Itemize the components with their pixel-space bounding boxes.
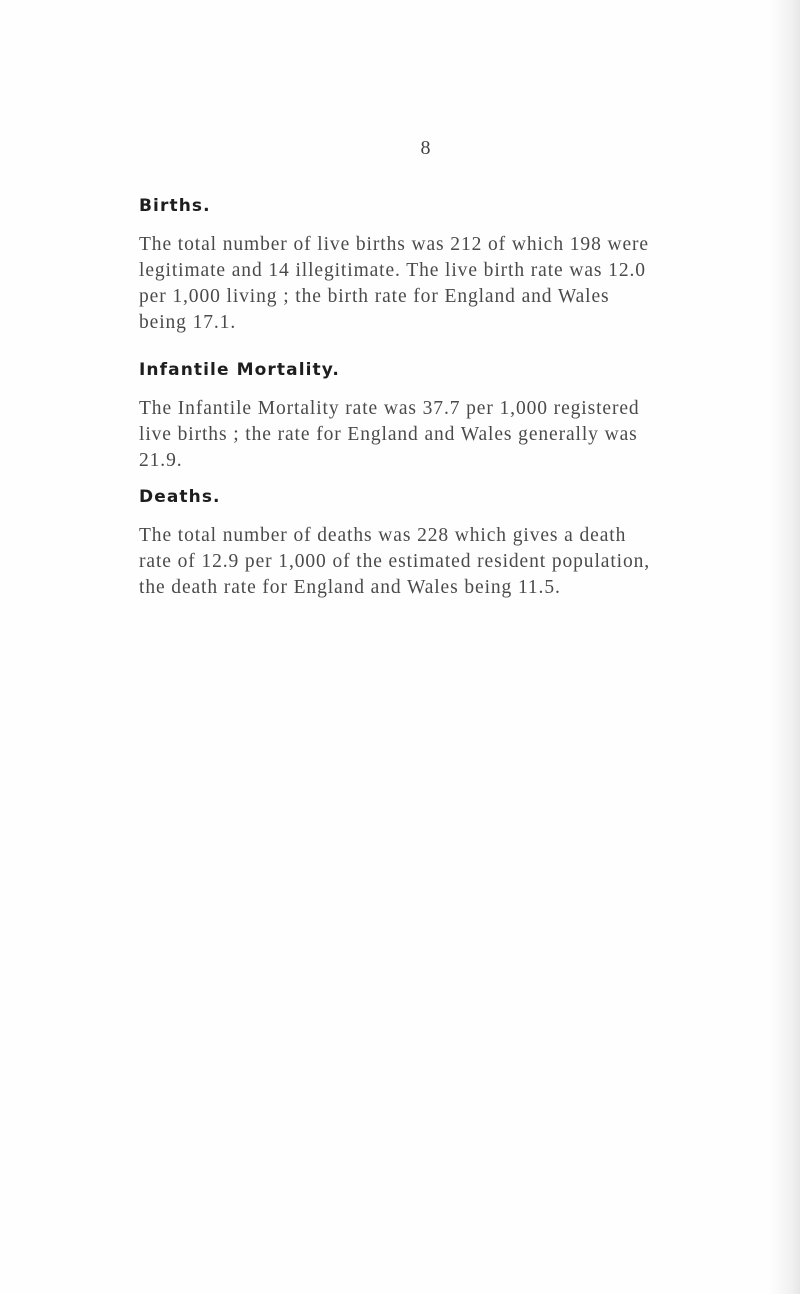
- section-paragraph-births: [139, 232, 649, 336]
- section-heading-deaths: Deaths.: [139, 487, 221, 507]
- paragraph-line: The total number of live births was 212 of which 198 were: [139, 234, 649, 255]
- paragraph-line: per 1,000 living ; the birth rate for England and Wales: [139, 286, 610, 307]
- page-edge-shadow: [770, 0, 800, 1294]
- section-paragraph-deaths: [139, 523, 650, 601]
- section-infantile-mortality: [139, 356, 640, 474]
- section-deaths: [139, 483, 650, 601]
- paragraph-line: live births ; the rate for England and Wales generally was: [139, 424, 638, 445]
- paragraph-line: rate of 12.9 per 1,000 of the estimated resident population,: [139, 551, 651, 572]
- section-paragraph-infantile-mortality: [139, 396, 640, 474]
- paragraph-line: The Infantile Mortality rate was 37.7 per 1,000 registered: [139, 398, 640, 419]
- paragraph-line: being 17.1.: [139, 312, 237, 333]
- paragraph-line: legitimate and 14 illegitimate. The live birth rate was 12.0: [139, 260, 646, 281]
- section-heading-infantile-mortality: Infantile Mortality.: [139, 360, 340, 380]
- paragraph-line: 21.9.: [139, 450, 183, 471]
- paragraph-line: the death rate for England and Wales being 11.5.: [139, 577, 561, 598]
- page-number: 8: [420, 137, 432, 159]
- section-births: [139, 192, 649, 336]
- section-heading-births: Births.: [139, 196, 211, 216]
- paragraph-line: The total number of deaths was 228 which gives a death: [139, 525, 627, 546]
